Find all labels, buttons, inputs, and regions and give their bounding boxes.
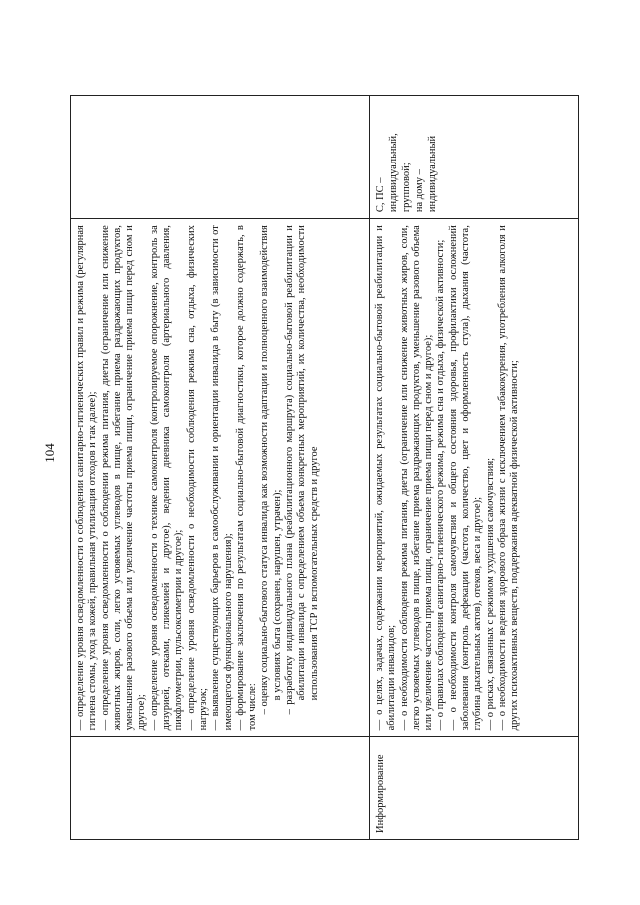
list-item: — о целях, задачах, содержании мероприятий, ожидаемых результатах социально-бытовой реабилитации и абилитации инвалидов; [374,225,398,731]
list-item: — о необходимости контроля самочувствия и общего состояния здоровья, профилактики осложнений заболевания (контроль дефекации (частота, количество, цвет и оформленность стула), дыхания (частота, глубина дыхательных актов), отеков, веса и другое); [447,225,484,731]
list-item: — о необходимости ведения здорового образа жизни с исключением табакокурения, употребления алкоголя и других психоактивных веществ, поддержания адекватной физической активности; [496,225,521,731]
list-item: — о рисках, связанных с режимом ухудшения самочувствия; [484,457,496,731]
sub-list-item: – оценку социально-бытового статуса инвалида как возможности адаптации и полноценного взаимодействия в условиях быта (сохранен, нарушен, утрачен); [259,225,283,715]
rehabilitation-table [70,95,579,840]
list-item: — выявление существующих барьеров в самообслуживании и ориентации инвалида в быту (в зависимости от имеющегося функционального нарушения); [210,225,234,731]
list-item: — определение уровня осведомленности о соблюдении санитарно-гигиенических правил и режима (регулярная гигиена стомы, уход за кожей, правильная утилизация отходов и так далее); [75,225,99,731]
list-item: — формирование заключения по результатам социально-бытовой диагностики, которое должно содержать, в том числе: [234,225,259,731]
table-row [370,96,579,840]
page-number: 104 [42,443,57,463]
rotated-table-wrapper [70,95,570,840]
sub-list-item: – разработку индивидуального плана (реабилитационного маршрута) социально-бытовой реабилитации и абилитации инвалида с определением объема конкретных мероприятий, их количества, необходимости использования ТСР и вспомогательных средств и другое [284,225,320,715]
mode-line: на дому – [414,169,425,213]
mode-line: С, ПС – [375,177,386,213]
row-label-cell [370,737,579,840]
list-item: — о необходимости соблюдения режима питания, диеты (ограничение или снижение животных жиров, соли, легко усвояемых углеводов в пище, избегание приема раздражающих продуктов, уменьшение разового объема или увеличение частоты приема пищи, ограничение приема пищи перед сном и другое); [398,225,435,731]
table-row [71,96,370,840]
list-item: — о правилах соблюдения санитарно-гигиенического режима, режима сна и отдыха, физической активности; [435,239,447,731]
list-item: — определение уровня осведомленности о соблюдении режима питания, диеты (ограничение или снижение животных жиров, соли, легко усвояемых углеводов в пище, избегание приема раздражающих продуктов, уменьшение разового объема или увеличение частоты приема пищи, ограничение приема пищи перед сном и другое); [99,225,148,731]
content-cell [71,219,370,737]
row-label-cell [71,737,370,840]
mode-line: индивидуальный, [388,133,399,213]
content-cell [370,219,579,737]
mode-line: индивидуальный [427,135,438,213]
row-label: Информирование [375,754,386,833]
mode-cell [370,96,579,219]
mode-cell [71,96,370,219]
list-item: — определение уровня осведомленности о технике самоконтроля (контролируемое опорожнение, контроль за дизурией, отеками, гликемией и другое), ведении дневника самоконтроля (артериального давления, пикфлоуметрии, пульсоксиметрии и другое); [148,225,185,731]
mode-line: групповой; [401,162,412,213]
list-item: — определение уровня осведомленности о необходимости соблюдения режима сна, отдыха, физических нагрузок; [185,225,209,731]
